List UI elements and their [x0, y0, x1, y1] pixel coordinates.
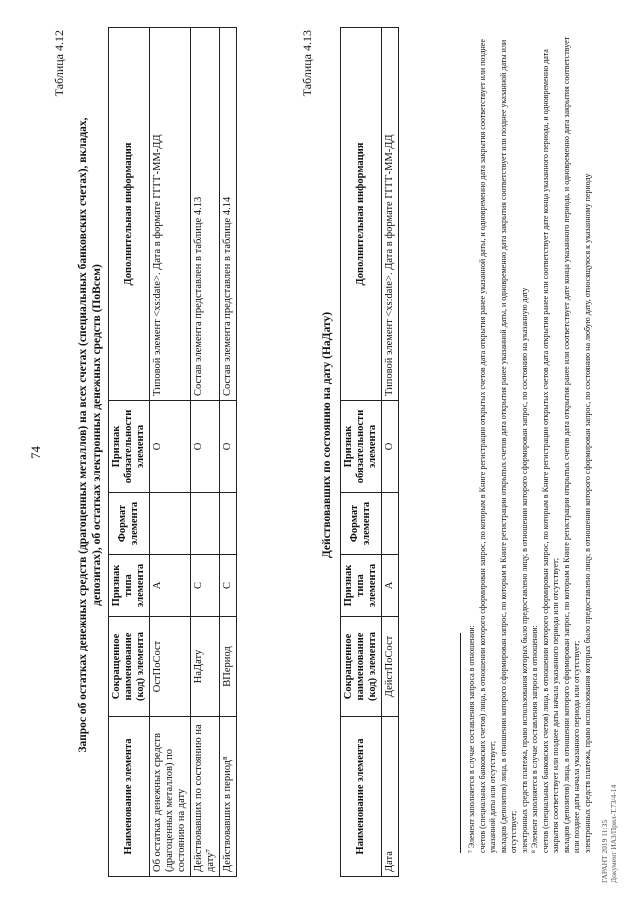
table-header-row — [109, 28, 150, 877]
column-header: Наименование элемента — [341, 717, 382, 877]
column-header: Сокращенное наименование (код) элемента — [109, 617, 150, 717]
footnote-line: электронных средств платежа, право использования которых было предоставлено лицу, в отношении которого сформирован запрос, по состоянию на любую дату, относящуюся к указанному периоду — [582, 173, 592, 853]
table-row — [150, 28, 191, 877]
footnote-line: ⁸ Элемент заполняется в случае составления запроса в отношении: — [530, 625, 539, 853]
table-cell — [191, 493, 220, 555]
table-title-line: депозитах), об остатках электронных денежных средств (ПоВсем) — [91, 264, 103, 606]
table-4-13 — [340, 27, 399, 877]
column-header: Сокращенное наименование (код) элемента — [341, 617, 382, 717]
stamp-line: Документ ИАЗ/Прил-Т.73/4-14 — [609, 784, 618, 883]
table-4-12 — [108, 27, 237, 877]
table-cell: Состав элемента представлен в таблице 4.14 — [220, 28, 237, 401]
column-header: Признак обязательности элемента — [109, 401, 150, 493]
table-title: Действовавших по состоянию на дату (НаДату) — [321, 311, 333, 559]
page-number: 74 — [28, 446, 43, 459]
footnote-line: счетов (специальных банковских счетов) лица, в отношении которого сформирован запрос, по которым в Книге регистрации открытых счетов дата открытия ранее указанной даты, и одновременно дата закрытия соответствует или позднее указанной даты или отсутствует; — [477, 39, 497, 853]
table-cell: С — [220, 555, 237, 617]
column-header: Наименование элемента — [109, 717, 150, 877]
table-cell: С — [191, 555, 220, 617]
table-cell: НаДату — [191, 617, 220, 717]
table-row — [382, 28, 399, 877]
column-header: Формат элемента — [109, 493, 150, 555]
table-title-line: Запрос об остатках денежных средств (драгоценных металлов) на всех счетах (специальных банковских счетах), вкладах, — [77, 117, 89, 753]
table-cell: Действовавших по состоянию на дату⁷ — [191, 717, 220, 877]
column-header: Признак обязательности элемента — [341, 401, 382, 493]
table-cell: Состав элемента представлен в таблице 4.13 — [191, 28, 220, 401]
table-cell: ОстПоСост — [150, 617, 191, 717]
column-header: Формат элемента — [341, 493, 382, 555]
footnote-divider — [460, 633, 461, 853]
table-cell — [220, 493, 237, 555]
table-cell: ДейстПоСост — [382, 617, 399, 717]
footnotes — [460, 23, 593, 853]
table-title — [76, 25, 104, 845]
stamp-line: ГАРАНТ 2019 11:35 — [600, 819, 609, 883]
table-cell: Действовавших в период⁸ — [220, 717, 237, 877]
table-cell: О — [220, 401, 237, 493]
table-cell: О — [382, 401, 399, 493]
table-cell: О — [191, 401, 220, 493]
table-cell: А — [150, 555, 191, 617]
footnote-line: электронных средств платежа, право использования которых было предоставлено лицу, в отношении которого сформирован запрос, по состоянию на указанную дату — [519, 287, 529, 853]
table-caption: Таблица 4.13 — [300, 30, 314, 97]
footnote-line: вкладов (депозитов) лица, в отношении которого сформирован запрос, по которым в Книге регистрации открытых счетов дата открытия ранее или соответствует дате конца указанного периода, и одновременно дата закрытия соответствует или позднее даты начала указанного периода или отсутствует; — [561, 36, 581, 853]
table-row — [220, 28, 237, 877]
table-header-row — [341, 28, 382, 877]
table-row — [191, 28, 220, 877]
document-stamp — [600, 785, 618, 883]
column-header: Дополнительная информация — [341, 28, 382, 401]
footnote-line: счетов (специальных банковских счетов) лица, в отношении которого сформирован запрос, по которым в Книге регистрации открытых счетов дата открытия ранее или соответствует дате конца указанного периода, и одновременно дата закрытия соответствует или позднее даты начала указанного периода или отсутствует; — [540, 49, 560, 853]
table-cell: Об остатках денежных средств (драгоценных металлов) по состоянию на дату — [150, 717, 191, 877]
column-header: Признак типа элемента — [109, 555, 150, 617]
table-cell — [150, 493, 191, 555]
footnote-line: вкладов (депозитов) лица, в отношении которого сформирован запрос, по которым в Книге регистрации открытых счетов дата открытия ранее указанной даты, и одновременно дата закрытия соответствует или позднее указанной даты или отсутствует; — [498, 39, 518, 853]
column-header: Признак типа элемента — [341, 555, 382, 617]
table-cell: Типовой элемент <xs:date>. Дата в формате ГГГГ-ММ-ДД — [150, 28, 191, 401]
table-cell: ВПериод — [220, 617, 237, 717]
table-cell: А — [382, 555, 399, 617]
table-cell — [382, 493, 399, 555]
table-cell: Дата — [382, 717, 399, 877]
footnote-line: ⁷ Элемент заполняется в случае составления запроса в отношении: — [467, 625, 476, 853]
column-header: Дополнительная информация — [109, 28, 150, 401]
table-caption: Таблица 4.12 — [52, 30, 66, 97]
table-cell: О — [150, 401, 191, 493]
table-cell: Типовой элемент <xs:date>. Дата в формате ГГГГ-ММ-ДД — [382, 28, 399, 401]
